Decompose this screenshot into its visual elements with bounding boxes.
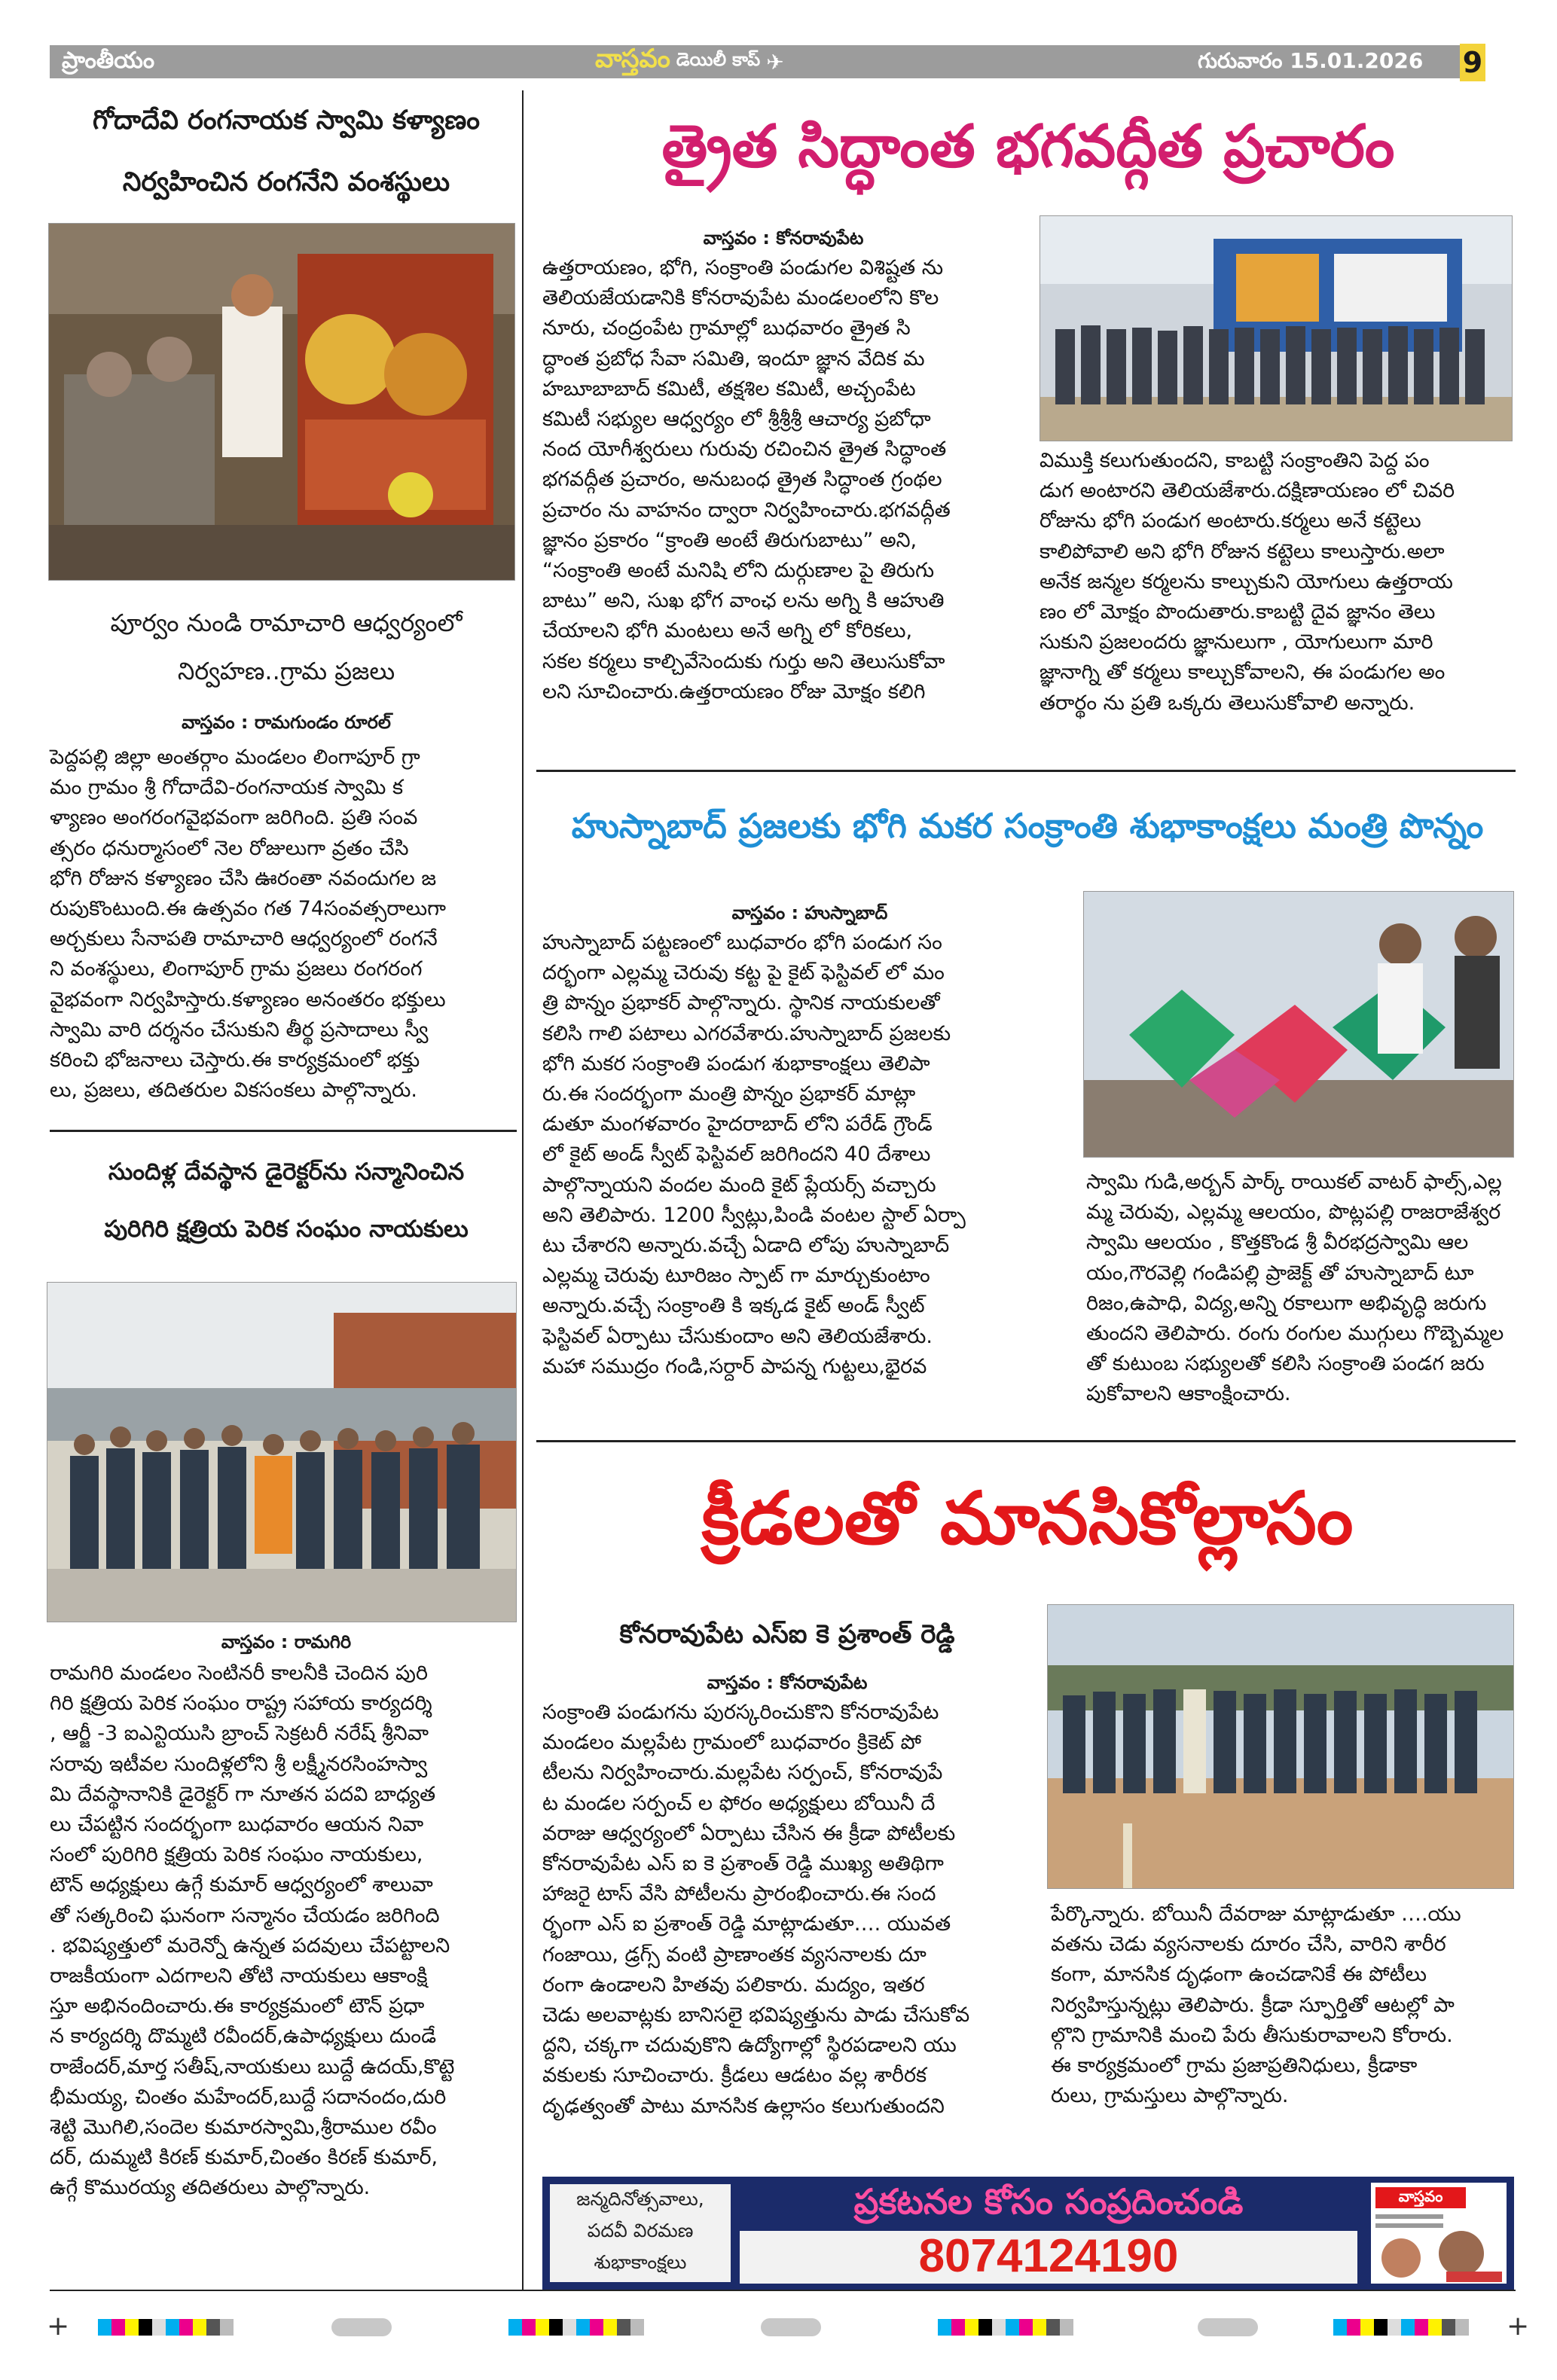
photo-temple-kalyanam xyxy=(48,223,515,581)
masthead-title xyxy=(595,44,784,80)
headline: గోదాదేవి రంగనాయక స్వామి కళ్యాణం xyxy=(93,105,480,136)
headline: హుస్నాబాద్ ప్రజలకు భోగి మకర సంక్రాంతి శుభాకాంక్షలు మంత్రి పొన్నం xyxy=(571,806,1484,846)
photo-felicitation xyxy=(47,1282,517,1622)
photo-kite-festival xyxy=(1083,891,1514,1158)
registration-cross: + xyxy=(1507,2311,1530,2342)
section-label: ప్రాంతీయం xyxy=(62,47,155,74)
byline: వాస్తవం : కోనరావుపేట xyxy=(703,227,864,249)
article-body: స్వామి గుడి,అర్బన్ పార్క్ రాయికల్ వాటర్ ఫాల్స్,ఎల్ల మ్మ చెరువు, ఎల్లమ్మ ఆలయం, పొట్లపల్లి రాజరాజేశ్వర స్వామి ఆలయం , కొత్తకొండ శ్రీ వీరభద్రస్వామి ఆల యం,గౌరవెల్లి గండిపల్లి ప్రాజెక్ట్ తో హుస్నాబాద్ టూ రిజం,ఉపాధి, విద్య,అన్ని రకాలుగా అభివృద్ధి జరుగు తుందని తెలిపారు. రంగు రంగుల ముగ్గులు గొబ్బెమ్మల తో కుటుంబ సభ్యులతో కలిసి సంక్రాంతి పండగ జరు పుకోవాలని ఆకాంక్షించారు. xyxy=(1086,1170,1504,1406)
issue-date: గురువారం 15.01.2026 xyxy=(1198,48,1424,73)
subhead: నిర్వహణ..గ్రామ ప్రజలు xyxy=(177,657,395,685)
article-body: ఉత్తరాయణం, భోగి, సంక్రాంతి పండుగల విశిష్టత ను తెలియజేయడానికి కోనరావుపేట మండలంలోని కొల నూరు, చంద్రంపేట గ్రామాల్లో బుధవారం త్రైత సి ద్ధాంత ప్రబోధ సేవా సమితి, ఇందూ జ్ఞాన వేదిక మ హబూబాబాద్ కమిటీ, తక్షశిల కమిటీ, అచ్చంపేట కమిటీ సభ్యుల ఆధ్వర్యం లో శ్రీశ్రీశ్రీ ఆచార్య ప్రబోధా నంద యోగీశ్వరులు గురువు రచించిన త్రైత సిద్ధాంత భగవద్గీత ప్రచారం, అనుబంధ త్రైత సిద్ధాంత గ్రంథల ప్రచారం ను వాహనం ద్వారా నిర్వహించారు.భగవద్గీత జ్ఞానం ప్రకారం “క్రాంతి అంటే తిరుగుబాటు” అని, “సంక్రాంతి అంటే మనిషి లోని దుర్గుణాల పై తిరుగు బాటు” అని, సుఖ భోగ వాంఛ లను అగ్ని కి ఆహుతి చేయాలని భోగి మంటలు అనే అగ్ని లో కోరికలు, సకల కర్మలు కాల్చివేసెందుకు గుర్తు అని తెలుసుకోవా లని సూచించారు.ఉత్తరాయణం రోజు మోక్షం కలిగి xyxy=(542,256,951,703)
headline: పురిగిరి క్షత్రియ పెరిక సంఘం నాయకులు xyxy=(104,1216,469,1243)
color-registration-bar xyxy=(938,2319,1073,2336)
page-number: 9 xyxy=(1460,44,1485,81)
photo-cricket-match xyxy=(1047,1604,1514,1889)
byline: వాస్తవం : హుస్నాబాద్ xyxy=(731,902,888,923)
byline: వాస్తవం : రామగిరి xyxy=(221,1631,352,1652)
article-body: విముక్తి కలుగుతుందని, కాబట్టి సంక్రాంతిని పెద్ద పం డుగ అంటారని తెలియజేశారు.దక్షిణాయణం లో చివరి రోజును భోగి పండుగ అంటారు.కర్మలు అనే కట్టెలు కాలిపోవాలి అని భోగి రోజున కట్టెలు కాలుస్తారు.అలా అనేక జన్మల కర్మలను కాల్చుకుని యోగులు ఉత్తరాయ ణం లో మోక్షం పొందుతారు.కాబట్టి దైవ జ్ఞానం తెలు సుకుని ప్రజలందరు జ్ఞానులుగా , యోగులుగా మారి జ్ఞానాగ్ని తో కర్మలు కాల్చుకోవాలని, ఈ పండుగల అం తరార్థం ను ప్రతి ఒక్కరు తెలుసుకోవాలి అన్నారు. xyxy=(1040,449,1455,715)
ad-thumb-logo: వాస్తవం xyxy=(1375,2187,1466,2208)
page-bottom-rule xyxy=(50,2290,1516,2291)
byline: వాస్తవం : రామగుండం రూరల్ xyxy=(182,712,391,733)
bird-icon: ✈ xyxy=(766,49,784,75)
story-divider xyxy=(50,1130,517,1132)
article-body: సంక్రాంతి పండుగను పురస్కరించుకొని కోనరావుపేట మండలం మల్లపేట గ్రామంలో బుధవారం క్రికెట్ పో టీలను నిర్వహించారు.మల్లపేట సర్పంచ్, కోనరావుపే ట మండల సర్పంచ్ ల ఫోరం అధ్యక్షులు బోయినీ దే వరాజు ఆధ్వర్యంలో ఏర్పాటు చేసిన ఈ క్రీడా పోటీలకు కోనరావుపేట ఎస్ ఐ కె ప్రశాంత్ రెడ్డి ముఖ్య అతిథిగా హాజరై టాస్ వేసి పోటీలను ప్రారంభించారు.ఈ సంద ర్భంగా ఎస్ ఐ ప్రశాంత్ రెడ్డి మాట్లాడుతూ…. యువత గంజాయి, డ్రగ్స్ వంటి ప్రాణాంతక వ్యసనాలకు దూ రంగా ఉండాలని హితవు పలికారు. మద్యం, ఇతర చెడు అలవాట్లకు బానిసలై భవిష్యత్తును పాడు చేసుకోవ ద్దని, చక్కగా చదువుకొని ఉద్యోగాల్లో స్థిరపడాలని యు వకులకు సూచించారు. క్రీడలు ఆడటం వల్ల శారీరక దృఢత్వంతో పాటు మానసిక ఉల్లాసం కలుగుతుందని xyxy=(542,1701,970,2118)
ad-phone: 8074124190 xyxy=(918,2230,1179,2282)
registration-pill xyxy=(331,2318,392,2336)
subhead: పూర్వం నుండి రామాచారి ఆధ్వర్యంలో xyxy=(110,609,463,637)
registration-pill xyxy=(1198,2318,1258,2336)
masthead-logo: వాస్తవం xyxy=(595,44,670,74)
color-registration-bar xyxy=(508,2319,644,2336)
registration-pill xyxy=(761,2318,821,2336)
headline: సుందిళ్ల దేవస్థాన డైరెక్టర్‌ను సన్మానించిన xyxy=(108,1158,465,1185)
felicitation-photo-illustration xyxy=(47,1283,517,1622)
article-body: పెద్దపల్లి జిల్లా అంతర్గాం మండలం లింగాపూర్ గ్రా మం గ్రామం శ్రీ గోదాదేవి-రంగనాయక స్వామి క ళ్యాణం అంగరంగవైభవంగా జరిగింది. ప్రతి సంవ త్సరం ధనుర్మాసంలో నెల రోజులుగా వ్రతం చేసి భోగి రోజున కళ్యాణం చేసి ఊరంతా నవందుగల జ రుపుకొంటుంది.ఈ ఉత్సవం గత 74సంవత్సరాలుగా అర్చకులు సేనాపతి రామాచారి ఆధ్వర్యంలో రంగనే ని వంశస్థులు, లింగాపూర్ గ్రామ ప్రజలు రంగరంగ వైభవంగా నిర్వహిస్తారు.కళ్యాణం అనంతరం భక్తులు స్వామి వారి దర్శనం చేసుకుని తీర్థ ప్రసాదాలు స్వీ కరించి భోజనాలు చెస్తారు.ఈ కార్యక్రమంలో భక్తు లు, ప్రజలు, తదితరుల వికసంకలు పాల్గొన్నారు. xyxy=(50,746,446,1103)
column-divider xyxy=(522,90,524,2290)
article-body: పేర్కొన్నారు. బోయినీ దేవరాజు మాట్లాడుతూ ….యు వతను చెడు వ్యసనాలకు దూరం చేసి, వారిని శారీర కంగా, మానసిక దృఢంగా ఉంచడానికే ఈ పోటీలు నిర్వహిస్తున్నట్లు తెలిపారు. క్రీడా స్ఫూర్తితో ఆటల్లో పా ల్గొని గ్రామానికి మంచి పేరు తీసుకురావాలని కోరారు. ఈ కార్యక్రమంలో గ్రామ ప్రజాప్రతినిధులు, క్రీడాకా రులు, గ్రామస్తులు పాల్గొన్నారు. xyxy=(1051,1902,1461,2108)
story-divider xyxy=(536,770,1516,772)
ad-left-line: జన్మదినోత్సవాలు, xyxy=(576,2188,704,2210)
masthead-sub2: కాప్ xyxy=(732,49,761,70)
subhead: కోనరావుపేట ఎస్ఐ కె ప్రశాంత్ రెడ్డి xyxy=(619,1619,955,1649)
headline: క్రీడలతో మానసికోల్లాసం xyxy=(701,1476,1354,1561)
ad-title: ప్రకటనల కోసం సంప్రదించండి xyxy=(740,2181,1357,2228)
advertisement-banner xyxy=(542,2177,1514,2290)
photo-gita-campaign xyxy=(1040,215,1513,441)
color-registration-bar xyxy=(98,2319,234,2336)
temple-photo-illustration xyxy=(49,224,515,581)
color-registration-bar xyxy=(1333,2319,1469,2336)
ad-left-line: శుభాకాంక్షలు xyxy=(594,2251,687,2273)
ad-left-box xyxy=(550,2184,731,2282)
story-divider xyxy=(536,1440,1516,1442)
headline: త్రైత సిద్ధాంత భగవద్గీత ప్రచారం xyxy=(661,113,1395,181)
ad-thumbnail xyxy=(1371,2183,1507,2284)
ad-left-line: పదవీ విరమణ xyxy=(587,2220,694,2241)
byline: వాస్తవం : కోనరావుపేట xyxy=(707,1672,868,1693)
cricket-photo-illustration xyxy=(1048,1605,1514,1889)
article-body: హుస్నాబాద్ పట్టణంలో బుధవారం భోగి పండుగ సం దర్భంగా ఎల్లమ్మ చెరువు కట్ట పై కైట్ ఫెస్టివల్ లో మం త్రి పొన్నం ప్రభాకర్ పాల్గొన్నారు. స్థానిక నాయకులతో కలిసి గాలి పటాలు ఎగరవేశారు.హుస్నాబాద్ ప్రజలకు భోగి మకర సంక్రాంతి పండుగ శుభాకాంక్షలు తెలిపా రు.ఈ సందర్భంగా మంత్రి పొన్నం ప్రభాకర్ మాట్లా డుతూ మంగళవారం హైదరాబాద్ లోని పరేడ్ గ్రౌండ్ లో కైట్ అండ్ స్వీట్ ఫెస్టివల్ జరిగిందని 40 దేశాలు పాల్గొన్నాయని వందల మంది కైట్ ప్లేయర్స్ వచ్చారు అని తెలిపారు. 1200 స్వీట్లు,పిండి వంటల స్టాల్ ఏర్పా టు చేశారని అన్నారు.వచ్చే ఏడాది లోపు హుస్నాబాద్ ఎల్లమ్మ చెరువు టూరిజం స్పాట్ గా మార్చుకుంటాం అన్నారు.వచ్చే సంక్రాంతి కి ఇక్కడ కైట్ అండ్ స్వీట్ ఫెస్టివల్ ఏర్పాటు చేసుకుందాం అని తెలియజేశారు. మహా సముద్రం గండి,సర్దార్ పాపన్న గుట్టలు,భైరవ xyxy=(542,931,966,1378)
masthead-sub: డెయిలీ xyxy=(676,49,727,70)
ad-thumb-illustration xyxy=(1371,2211,1507,2284)
kite-photo-illustration xyxy=(1084,892,1514,1158)
gita-photo-illustration xyxy=(1040,216,1513,441)
article-body: రామగిరి మండలం సెంటినరీ కాలనీకి చెందిన పురి గిరి క్షత్రియ పెరిక సంఘం రాష్ట్ర సహాయ కార్యదర్శి , ఆర్జీ -3 ఐఎన్టియుసి బ్రాంచ్ సెక్రటరీ నరేష్ శ్రీనివా సరావు ఇటీవల సుందిళ్లలోని శ్రీ లక్ష్మీనరసింహస్వా మి దేవస్థానానికి డైరెక్టర్ గా నూతన పదవి బాధ్యత లు చేపట్టిన సందర్భంగా బుధవారం ఆయన నివా సంలో పురిగిరి క్షత్రియ పెరిక సంఘం నాయకులు, టౌన్ అధ్యక్షులు ఉగ్గే కుమార్ ఆధ్వర్యంలో శాలువా తో సత్కరించి ఘనంగా సన్మానం చేయడం జరిగింది . భవిష్యత్తులో మరెన్నో ఉన్నత పదవులు చేపట్టాలని రాజకీయంగా ఎదగాలని తోటి నాయకులు ఆకాంక్షి స్తూ అభినందించారు.ఈ కార్యక్రమంలో టౌన్ ప్రధా న కార్యదర్శి దొమ్మటి రవీందర్,ఉపాధ్యక్షులు దుండే రాజేందర్,మార్త సతీష్,నాయకులు బుద్దే ఉదయ్,కొట్టె భీమయ్య, చింతం మహేందర్,బుద్దే సదానందం,దురి శెట్టి మొగిలి,సందెల కుమారస్వామి,శ్రీరాముల రవీం దర్, దుమ్మటి కిరణ్ కుమార్,చింతం కిరణ్ కుమార్, ఉగ్గే కొమురయ్య తదితరులు పాల్గొన్నారు. xyxy=(50,1661,455,2200)
headline: నిర్వహించిన రంగనేని వంశస్థులు xyxy=(122,167,450,197)
registration-cross: + xyxy=(47,2311,70,2342)
